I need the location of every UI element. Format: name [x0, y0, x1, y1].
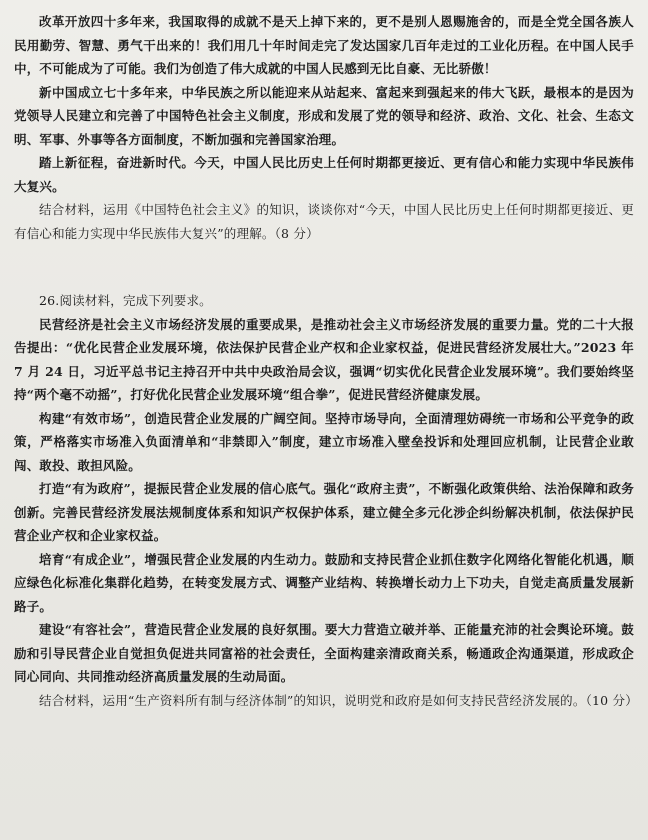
- q26-material-paragraph-1: 民营经济是社会主义市场经济发展的重要成果，是推动社会主义市场经济发展的重要力量。党的二十大报告提出：“优化民营企业发展环境，依法保护民营企业产权和企业家权益，促进民营经济发展壮大。”2023 年 7 月 24 日，习近平总书记主持召开中共中央政治局会议，强调“切实优化民营企业发展环境”。我们要始终坚持“两个毫不动摇”，打好优化民营企业发展环境“组合拳”，促进民营经济健康发展。: [14, 316, 634, 402]
- q26-question: 结合材料，运用“生产资料所有制与经济体制”的知识，说明党和政府是如何支持民营经济发展的。（10 分）: [39, 692, 638, 708]
- q26-material-paragraph-3: 打造“有为政府”，提振民营企业发展的信心底气。强化“政府主责”，不断强化政策供给、法治保障和政务创新。完善民营经济发展法规制度体系和知识产权保护体系，建立健全多元化涉企纠纷解决机制，依法保护民营企业产权和企业家权益。: [14, 481, 634, 543]
- question-gap: [14, 245, 634, 289]
- q25-material-paragraph-1: 改革开放四十多年来，我国取得的成就不是天上掉下来的，更不是别人恩赐施舍的，而是全党全国各族人民用勤劳、智慧、勇气干出来的！我们用几十年时间走完了发达国家几百年走过的工业化历程。在中国人民手中，不可能成为了可能。我们为创造了伟大成就的中国人民感到无比自豪、无比骄傲！: [14, 14, 634, 76]
- q26-material-paragraph-5: 建设“有容社会”，营造民营企业发展的良好氛围。要大力营造立破并举、正能量充沛的社会舆论环境。鼓励和引导民营企业自觉担负促进共同富裕的社会责任，全面构建亲清政商关系，畅通政企沟通渠道，形成政企同心同向、共同推动经济高质量发展的生动局面。: [14, 622, 634, 684]
- q26-material-paragraph-4: 培育“有成企业”，增强民营企业发展的内生动力。鼓励和支持民营企业抓住数字化网络化智能化机遇，顺应绿色化标准化集群化趋势，在转变发展方式、调整产业结构、转换增长动力上下功夫，自觉走高质量发展新路子。: [14, 551, 634, 614]
- q25-material-paragraph-3: 踏上新征程，奋进新时代。今天，中国人民比历史上任何时期都更接近、更有信心和能力实现中华民族伟大复兴。: [14, 155, 634, 194]
- q26-heading: 26.阅读材料，完成下列要求。: [39, 293, 212, 308]
- q25-material-paragraph-2: 新中国成立七十多年来，中华民族之所以能迎来从站起来、富起来到强起来的伟大飞跃，最根本的是因为党领导人民建立和完善了中国特色社会主义制度，形成和发展了党的领导和经济、政治、文化、社会、生态文明、军事、外事等各方面制度，不断加强和完善国家治理。: [14, 84, 634, 147]
- q25-question: 结合材料，运用《中国特色社会主义》的知识，谈谈你对“今天，中国人民比历史上任何时期都更接近、更有信心和能力实现中华民族伟大复兴”的理解。（8 分）: [14, 202, 634, 241]
- q26-material-paragraph-2: 构建“有效市场”，创造民营企业发展的广阔空间。坚持市场导向，全面清理妨碍统一市场和公平竞争的政策，严格落实市场准入负面清单和“非禁即入”制度，建立市场准入壁垒投诉和处理回应机制，让民营企业敢闯、敢投、敢担风险。: [14, 410, 634, 473]
